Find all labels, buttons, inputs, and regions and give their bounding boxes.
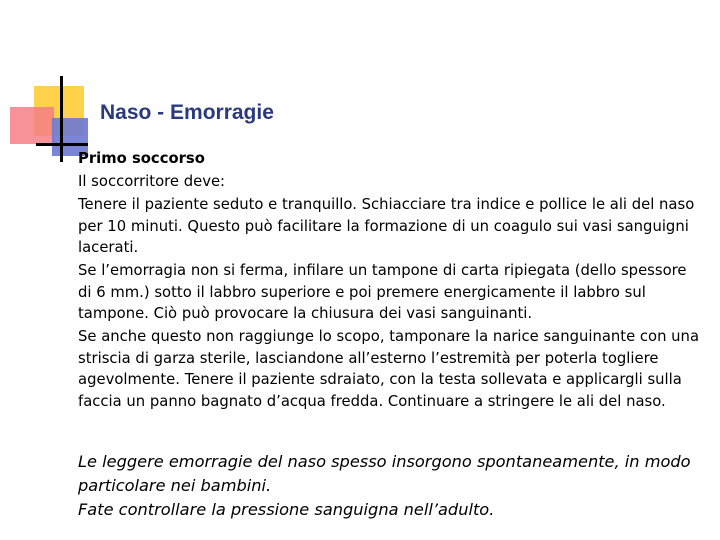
slide-body [78,148,703,414]
vertical-line-decoration [60,76,63,162]
horizontal-line-decoration [36,143,88,146]
red-square-decoration [10,107,54,144]
body-paragraph-1: Il soccorritore deve: [78,173,226,190]
notes-block [78,450,708,522]
body-paragraph-3: Se l’emorragia non si ferma, infilare un tampone di carta ripiegata (dello spessore di 6 mm.) sotto il labbro superiore e poi premere energicamente il labbro sul tampone. Ciò può provocare la chiusura dei vasi sanguinanti. [78,262,687,322]
section-heading: Primo soccorso [78,150,205,167]
note-2: Fate controllare la pressione sanguigna nell’adulto. [78,500,495,519]
note-1: Le leggere emorragie del naso spesso insorgono spontaneamente, in modo particolare nei bambini. [78,452,691,495]
body-paragraph-4: Se anche questo non raggiunge lo scopo, tamponare la narice sanguinante con una striscia di garza sterile, lasciandone all’esterno l’estremità per poterla togliere agevolmente. Tenere il paziente sdraiato, con la testa sollevata e applicargli sulla faccia un panno bagnato d’acqua fredda. Continuare a stringere le ali del naso. [78,328,700,410]
body-paragraph-2: Tenere il paziente seduto e tranquillo. Schiacciare tra indice e pollice le ali del naso per 10 minuti. Questo può facilitare la formazione di un coagulo sui vasi sanguigni lacerati. [78,196,695,256]
slide-title: Naso - Emorragie [100,101,274,124]
